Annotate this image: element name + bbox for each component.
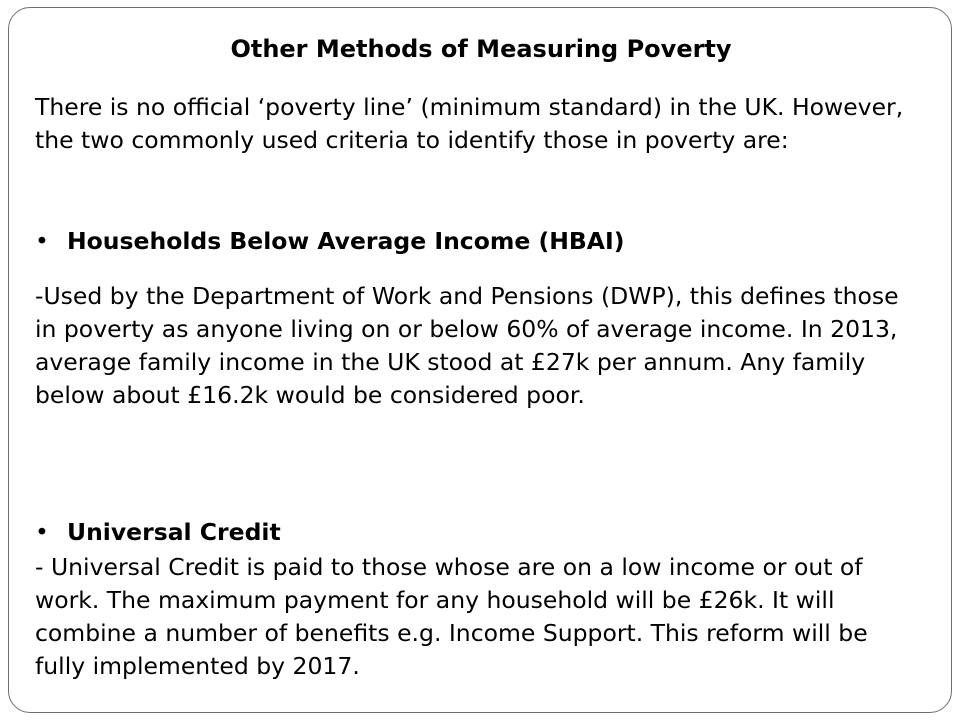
intro-paragraph: There is no official ‘poverty line’ (minimum standard) in the UK. However, the two commonly used criteria to identify those in poverty are: <box>35 93 904 154</box>
bullet-hbai <box>31 225 911 257</box>
hbai-paragraph: -Used by the Department of Work and Pensions (DWP), this defines those in poverty as anyone living on or below 60% of average income. In 2013, average family income in the UK stood at £27k per annum. Any family below about £16.2k would be considered poor. <box>35 282 899 409</box>
bullet-dot-icon: • <box>35 227 49 255</box>
slide-frame <box>8 7 952 713</box>
bullet-heading-hbai: Households Below Average Income (HBAI) <box>67 227 625 255</box>
universal-credit-paragraph: - Universal Credit is paid to those whose are on a low income or out of work. The maximum payment for any household will be £26k. It will combine a number of benefits e.g. Income Support. This reform will be fully implemented by 2017. <box>35 553 868 680</box>
bullet-dot-icon: • <box>35 518 49 546</box>
bullet-heading-universal-credit: Universal Credit <box>67 518 281 546</box>
slide-title: Other Methods of Measuring Poverty <box>230 35 732 63</box>
bullet-universal-credit <box>31 516 911 548</box>
